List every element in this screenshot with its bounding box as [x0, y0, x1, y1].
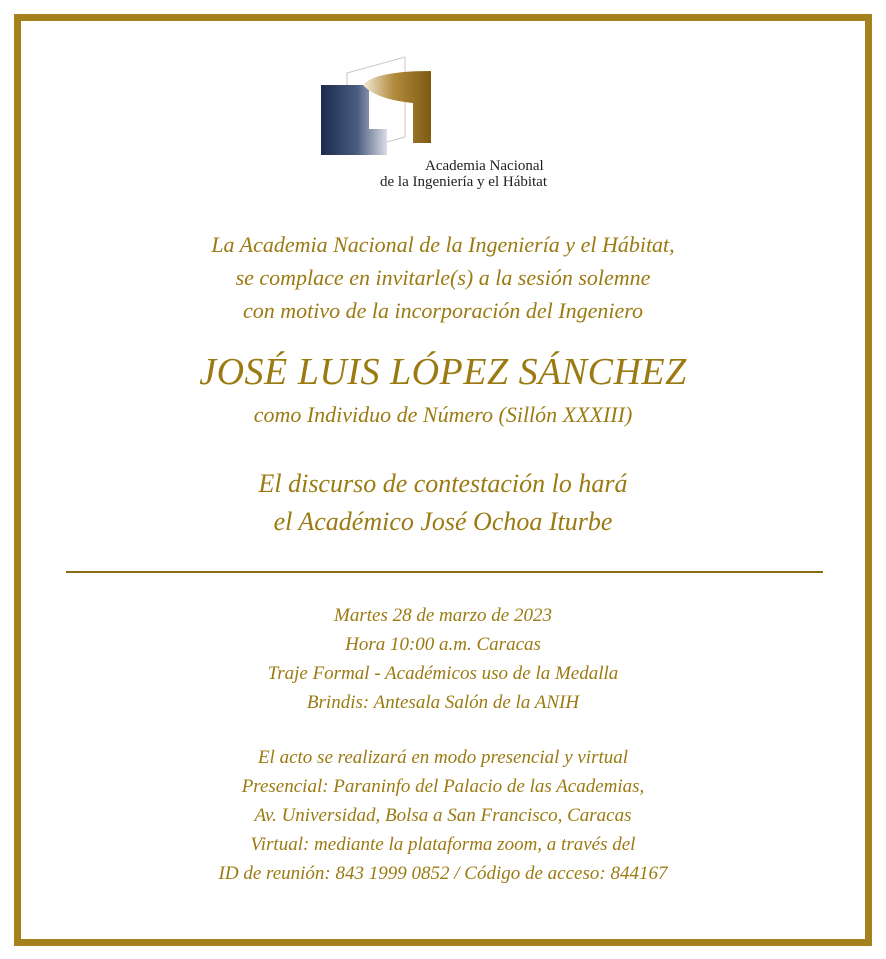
logo-name-line-1: Academia Nacional	[425, 158, 544, 174]
venue-address: Av. Universidad, Bolsa a San Francisco, Caracas	[254, 805, 632, 826]
event-toast: Brindis: Antesala Salón de la ANIH	[306, 692, 580, 713]
event-time: Hora 10:00 a.m. Caracas	[345, 634, 541, 655]
venue-presencial: Presencial: Paraninfo del Palacio de las Academias,	[241, 776, 645, 797]
logo-name-line-2: de la Ingeniería y el Hábitat	[380, 174, 548, 190]
response-speech	[0, 465, 886, 541]
event-venue	[0, 743, 886, 888]
intro-line-1: La Academia Nacional de la Ingeniería y el Hábitat,	[211, 232, 675, 257]
honoree-name: JOSÉ LUIS LÓPEZ SÁNCHEZ	[199, 351, 687, 393]
event-date: Martes 28 de marzo de 2023	[334, 605, 552, 626]
venue-mode: El acto se realizará en modo presencial y virtual	[257, 747, 629, 768]
divider	[66, 571, 823, 573]
intro-line-2: se complace en invitarle(s) a la sesión solemne	[235, 265, 651, 290]
venue-meeting-id: ID de reunión: 843 1999 0852 / Código de acceso: 844167	[218, 863, 668, 884]
speech-line-1: El discurso de contestación lo hará	[258, 469, 628, 498]
intro-line-3: con motivo de la incorporación del Ingeniero	[243, 298, 643, 323]
invitation-intro	[0, 228, 886, 327]
venue-virtual: Virtual: mediante la plataforma zoom, a través del	[250, 834, 636, 855]
academy-logo-name	[374, 158, 584, 190]
event-details	[0, 601, 886, 717]
speech-line-2: el Académico José Ochoa Iturbe	[273, 507, 613, 536]
honoree-role: como Individuo de Número (Sillón XXXIII)	[253, 402, 633, 427]
event-attire: Traje Formal - Académicos uso de la Medalla	[267, 663, 619, 684]
